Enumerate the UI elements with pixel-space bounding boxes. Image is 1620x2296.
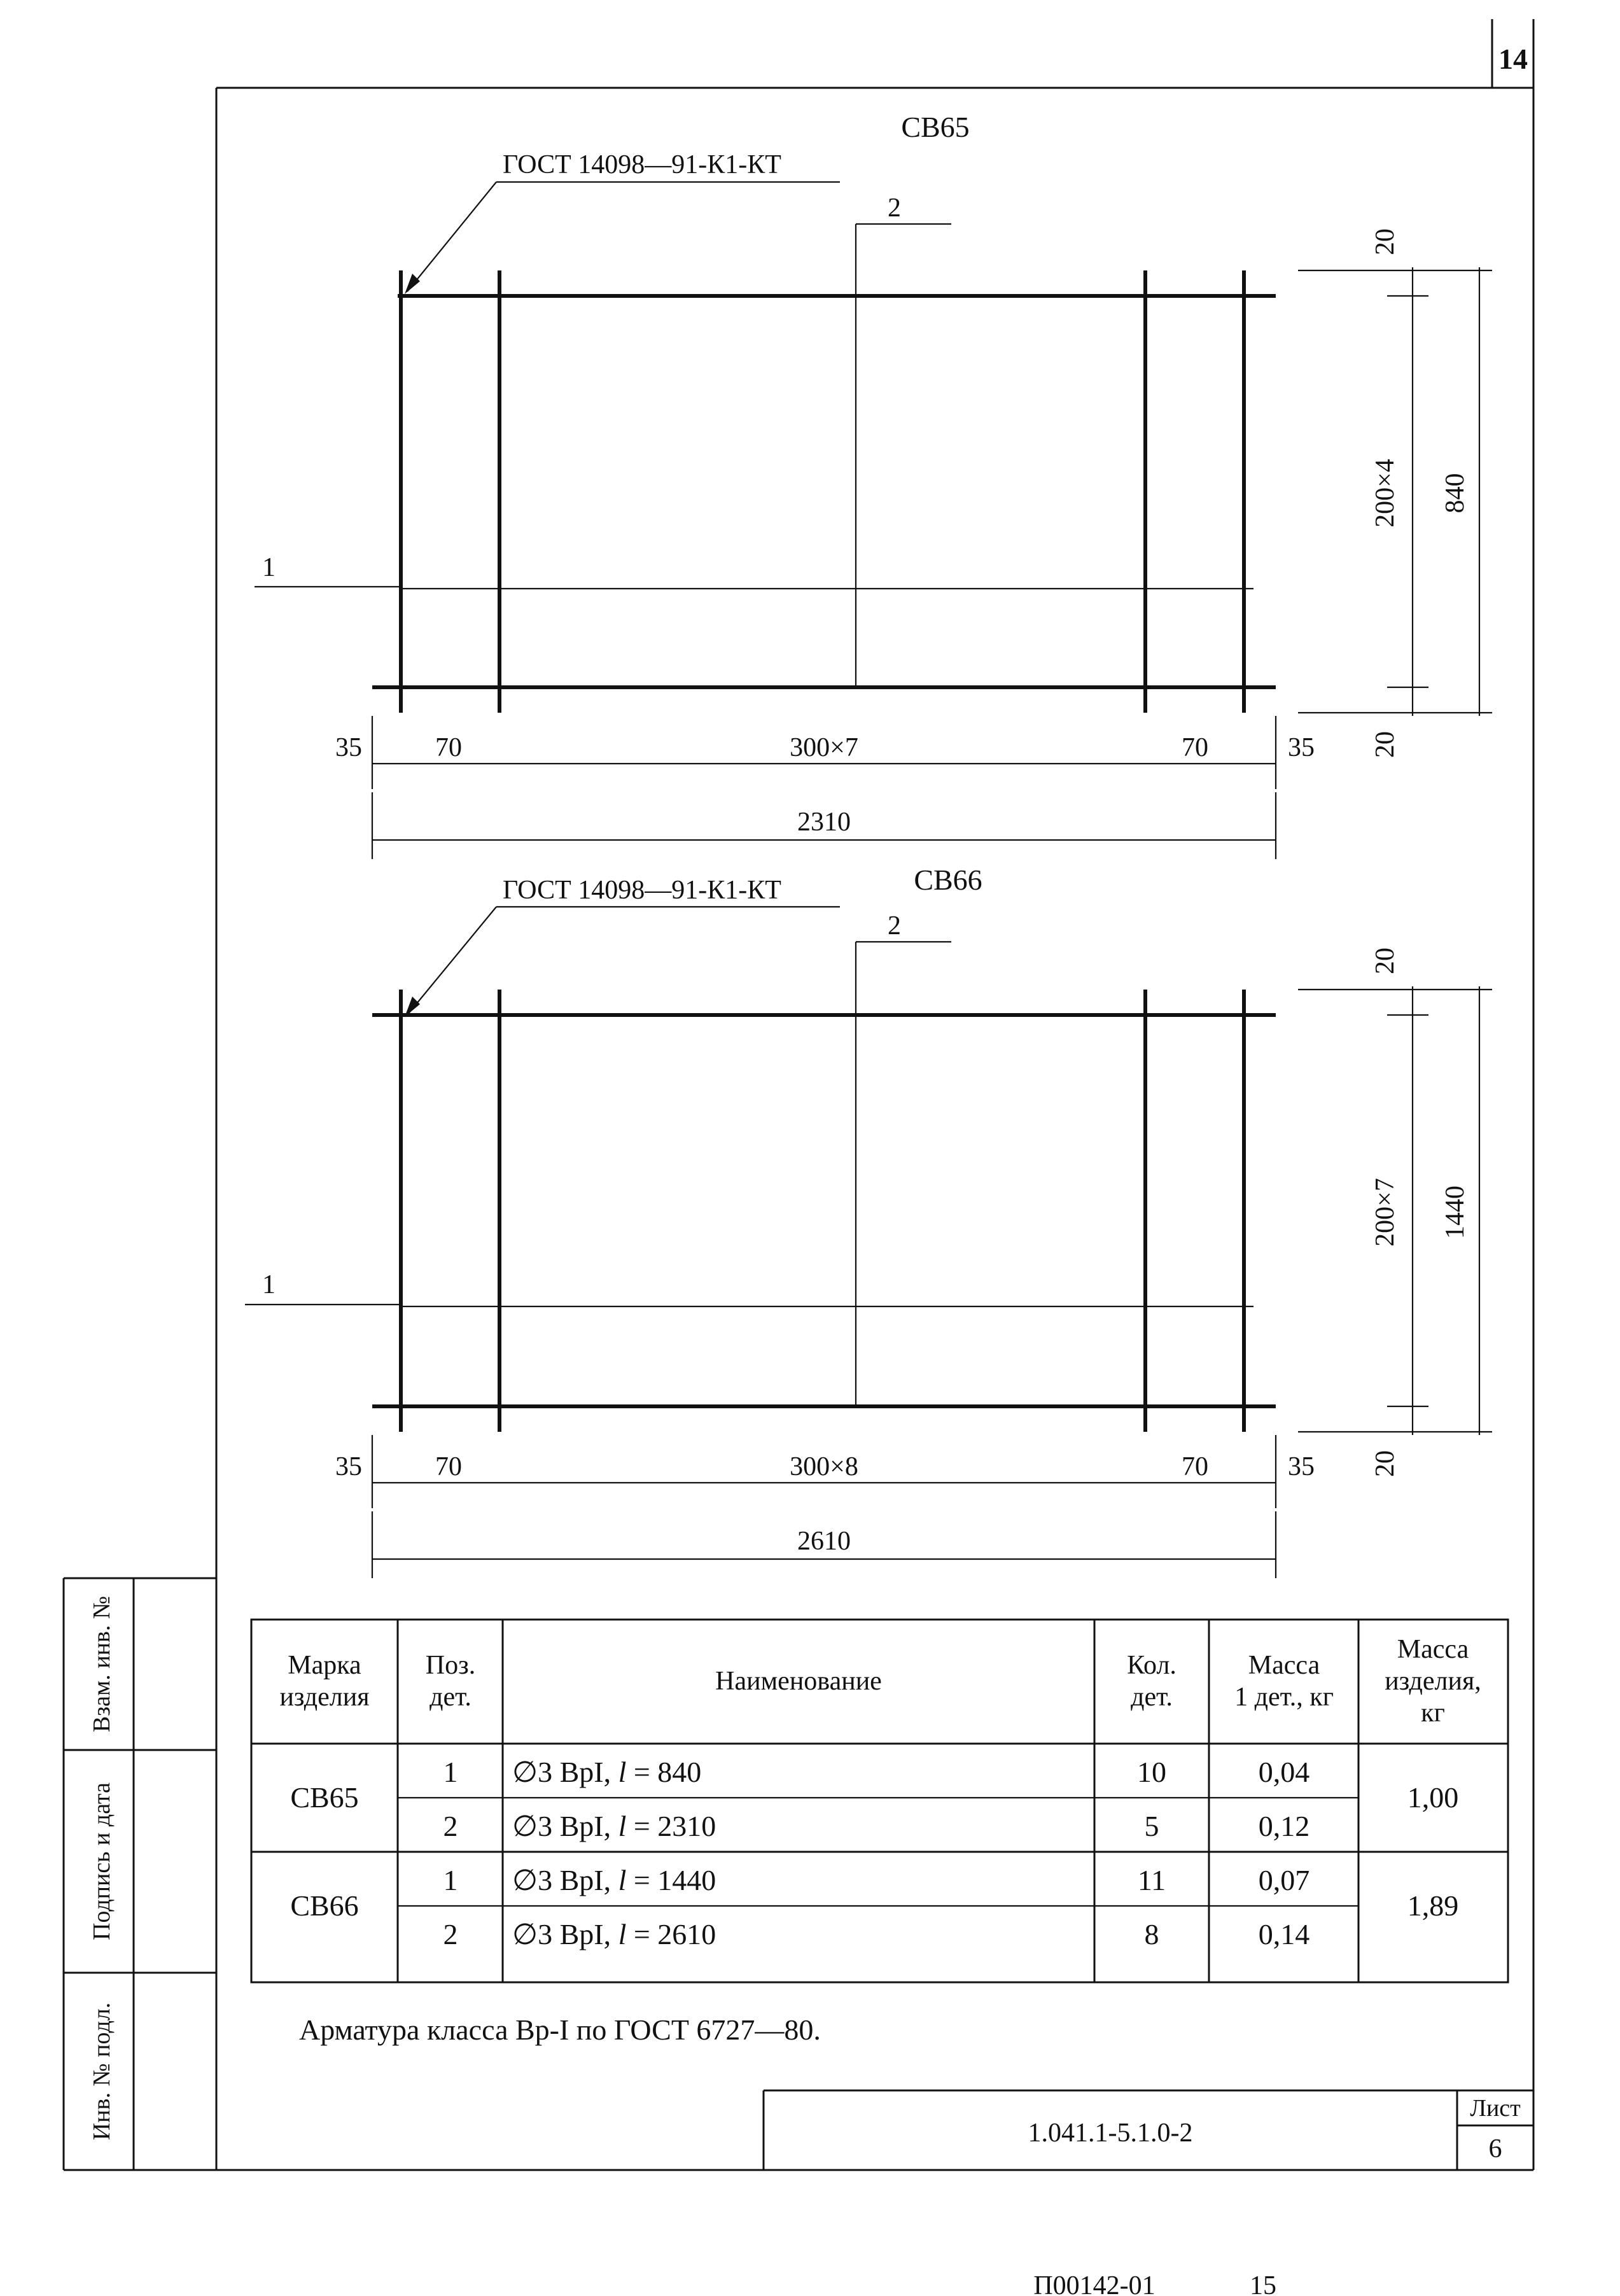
cell-pos: 1 [443, 1756, 458, 1788]
cell-mass: 0,14 [1258, 1918, 1310, 1950]
dim-h-1: 70 [435, 733, 462, 762]
header-total-line2: изделия, [1385, 1667, 1481, 1696]
header-mass-line2: 1 дет., кг [1234, 1683, 1334, 1712]
dim-h-1: 70 [435, 1452, 462, 1481]
cell-name: ∅3 ВрI, l = 1440 [512, 1864, 716, 1896]
dim-h-4: 35 [1288, 733, 1315, 762]
cell-mass: 0,07 [1258, 1864, 1310, 1896]
cell-mass: 0,04 [1258, 1756, 1310, 1788]
dim-h-2: 300×8 [790, 1452, 858, 1481]
header-mark-line2: изделия [279, 1683, 370, 1712]
sheet-label: Лист [1470, 2095, 1521, 2122]
dim-v-total: 1440 [1441, 1186, 1470, 1239]
header-total-line3: кг [1421, 1698, 1445, 1728]
pos-cross-label: 2 [888, 193, 901, 223]
header-qty-line2: дет. [1131, 1683, 1173, 1712]
gost-label: ГОСТ 14098—91-К1-КТ [503, 876, 781, 905]
mark-title: СВ66 [914, 864, 982, 896]
table-row [443, 1864, 1310, 1896]
group-mark: СВ66 [290, 1889, 359, 1922]
dim-h-3: 70 [1182, 733, 1208, 762]
cell-pos: 1 [443, 1864, 458, 1896]
cell-name: ∅3 ВрI, l = 2610 [512, 1918, 716, 1950]
cell-pos: 2 [443, 1810, 458, 1842]
side-label-podpis: Подпись и дата [88, 1782, 115, 1941]
cell-pos: 2 [443, 1918, 458, 1950]
group-total-mass: 1,89 [1407, 1889, 1459, 1922]
footer-num: 15 [1250, 2271, 1276, 2296]
table-row [443, 1756, 1310, 1788]
mark-title: СВ65 [901, 111, 970, 143]
side-label-inv: Инв. № подл. [88, 2002, 115, 2141]
header-pos-line1: Поз. [425, 1651, 476, 1680]
dim-h-2: 300×7 [790, 733, 858, 762]
dim-v-0: 20 [1371, 948, 1400, 974]
cell-qty: 11 [1137, 1864, 1166, 1896]
dim-h-total: 2310 [797, 808, 851, 837]
cell-qty: 5 [1144, 1810, 1159, 1842]
dim-v-1: 200×4 [1371, 459, 1400, 528]
cell-qty: 8 [1144, 1918, 1159, 1950]
sheet-frame [64, 19, 1533, 2170]
cell-qty: 10 [1137, 1756, 1166, 1788]
dim-h-3: 70 [1182, 1452, 1208, 1481]
dim-h-0: 35 [335, 733, 362, 762]
doc-code: 1.041.1-5.1.0-2 [1028, 2118, 1193, 2148]
pos-cross-label: 2 [888, 911, 901, 941]
header-name: Наименование [715, 1667, 882, 1696]
pos-long-label: 1 [262, 1270, 276, 1299]
mesh-drawing-sv65 [255, 111, 1492, 859]
dim-h-4: 35 [1288, 1452, 1315, 1481]
header-pos-line2: дет. [429, 1683, 471, 1712]
pos-long-label: 1 [262, 553, 276, 582]
page-number: 14 [1498, 43, 1528, 75]
mesh-drawing-sv66 [245, 864, 1492, 1578]
table-row [443, 1918, 1310, 1950]
dim-h-total: 2610 [797, 1527, 851, 1556]
dim-v-2: 20 [1371, 1450, 1400, 1477]
side-stamp [64, 1578, 216, 2170]
dim-v-1: 200×7 [1371, 1178, 1400, 1247]
dim-h-0: 35 [335, 1452, 362, 1481]
group-mark: СВ65 [290, 1781, 359, 1814]
group-total-mass: 1,00 [1407, 1781, 1459, 1814]
header-mark-line1: Марка [288, 1651, 361, 1680]
header-qty-line1: Кол. [1127, 1651, 1177, 1680]
header-mass-line1: Масса [1248, 1651, 1320, 1680]
footer-code: П00142-01 [1033, 2271, 1156, 2296]
gost-label: ГОСТ 14098—91-К1-КТ [503, 150, 781, 179]
cell-name: ∅3 ВрI, l = 840 [512, 1756, 702, 1788]
side-label-vzam: Взам. инв. № [88, 1595, 115, 1733]
table-row [443, 1810, 1310, 1842]
dim-v-0: 20 [1371, 228, 1400, 255]
dim-v-total: 840 [1441, 473, 1470, 514]
sheet-number: 6 [1488, 2134, 1502, 2164]
dim-v-2: 20 [1371, 731, 1400, 758]
cell-mass: 0,12 [1258, 1810, 1310, 1842]
header-total-line1: Масса [1397, 1635, 1469, 1664]
cell-name: ∅3 ВрI, l = 2310 [512, 1810, 716, 1842]
reinforcement-note: Арматура класса Вр-I по ГОСТ 6727—80. [299, 2013, 821, 2046]
